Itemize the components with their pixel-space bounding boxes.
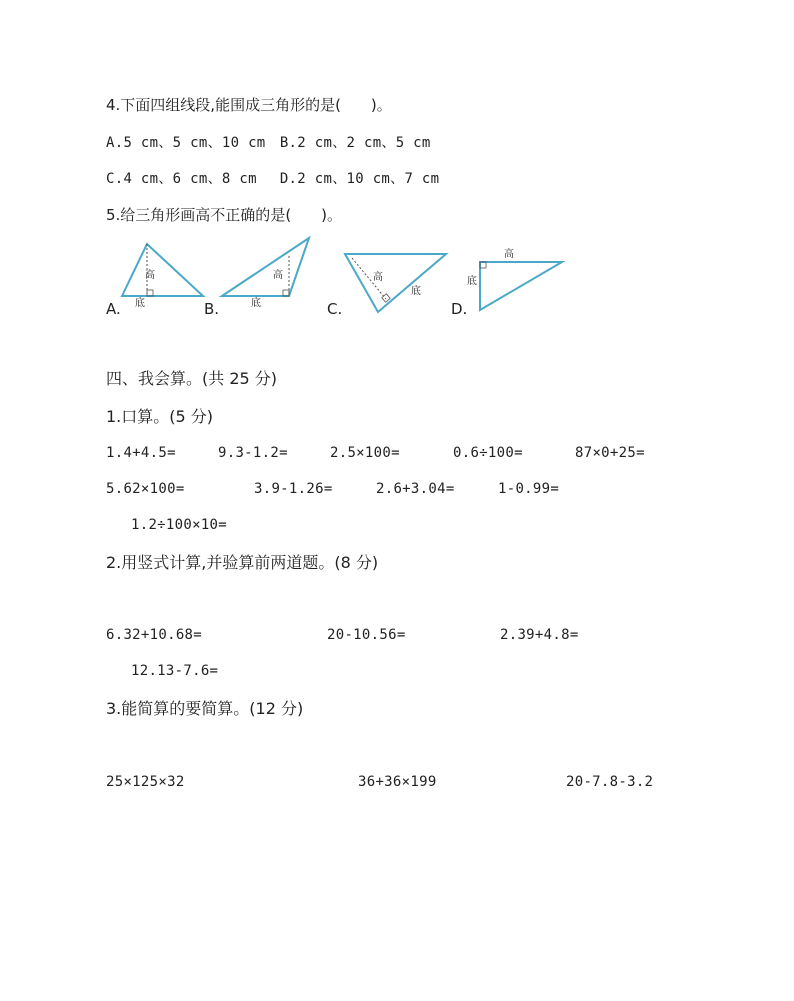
vertical-calc-item: 2.39+4.8= <box>500 627 579 643</box>
mental-math-item: 87×0+25= <box>575 445 645 461</box>
q5-option-c-label: C. <box>327 300 343 318</box>
q4-options-row2: C.4 cm、6 cm、8 cm D.2 cm、10 cm、7 cm <box>106 171 440 187</box>
q5-b-base-label: 底 <box>251 298 261 309</box>
simplify-item: 20-7.8-3.2 <box>566 774 654 790</box>
q5-option-a-label: A. <box>106 300 121 318</box>
q5-b-height-label: 高 <box>273 270 283 281</box>
mental-math-item: 0.6÷100= <box>453 445 523 461</box>
mental-math-item: 2.6+3.04= <box>376 481 455 497</box>
mental-math-item: 9.3-1.2= <box>218 445 288 461</box>
mental-math-item: 3.9-1.26= <box>254 481 333 497</box>
vertical-calc-item: 12.13-7.6= <box>131 663 219 679</box>
part-1-title: 1.口算。(5 分) <box>106 407 214 426</box>
vertical-calc-item: 20-10.56= <box>327 627 406 643</box>
q5-option-d-label: D. <box>451 300 468 318</box>
vertical-calc-item: 6.32+10.68= <box>106 627 203 643</box>
q5-d-base-label: 底 <box>467 276 477 287</box>
q5-c-base-label: 底 <box>411 286 421 297</box>
section-4-title: 四、我会算。(共 25 分) <box>106 369 278 388</box>
simplify-item: 25×125×32 <box>106 774 185 790</box>
q5-c-height-label: 高 <box>373 272 383 283</box>
mental-math-item: 2.5×100= <box>330 445 400 461</box>
q5-a-height-label: 高 <box>145 270 155 281</box>
triangle-d <box>480 262 562 310</box>
q5-d-height-label: 高 <box>504 249 514 260</box>
q5-question: 5.给三角形画高不正确的是( )。 <box>106 206 343 224</box>
q5-a-base-label: 底 <box>135 298 145 309</box>
q4-question: 4.下面四组线段,能围成三角形的是( )。 <box>106 96 392 114</box>
part-2-title: 2.用竖式计算,并验算前两道题。(8 分) <box>106 553 379 572</box>
mental-math-item: 5.62×100= <box>106 481 185 497</box>
triangle-a <box>122 244 203 296</box>
part-3-title: 3.能简算的要简算。(12 分) <box>106 699 304 718</box>
triangle-c <box>345 254 446 312</box>
mental-math-item: 1.4+4.5= <box>106 445 176 461</box>
triangle-b <box>222 238 309 296</box>
q4-options-row1: A.5 cm、5 cm、10 cm B.2 cm、2 cm、5 cm <box>106 135 431 151</box>
mental-math-item: 1-0.99= <box>498 481 560 497</box>
q5-option-b-label: B. <box>204 300 220 318</box>
mental-math-item: 1.2÷100×10= <box>131 517 228 533</box>
simplify-item: 36+36×199 <box>358 774 437 790</box>
